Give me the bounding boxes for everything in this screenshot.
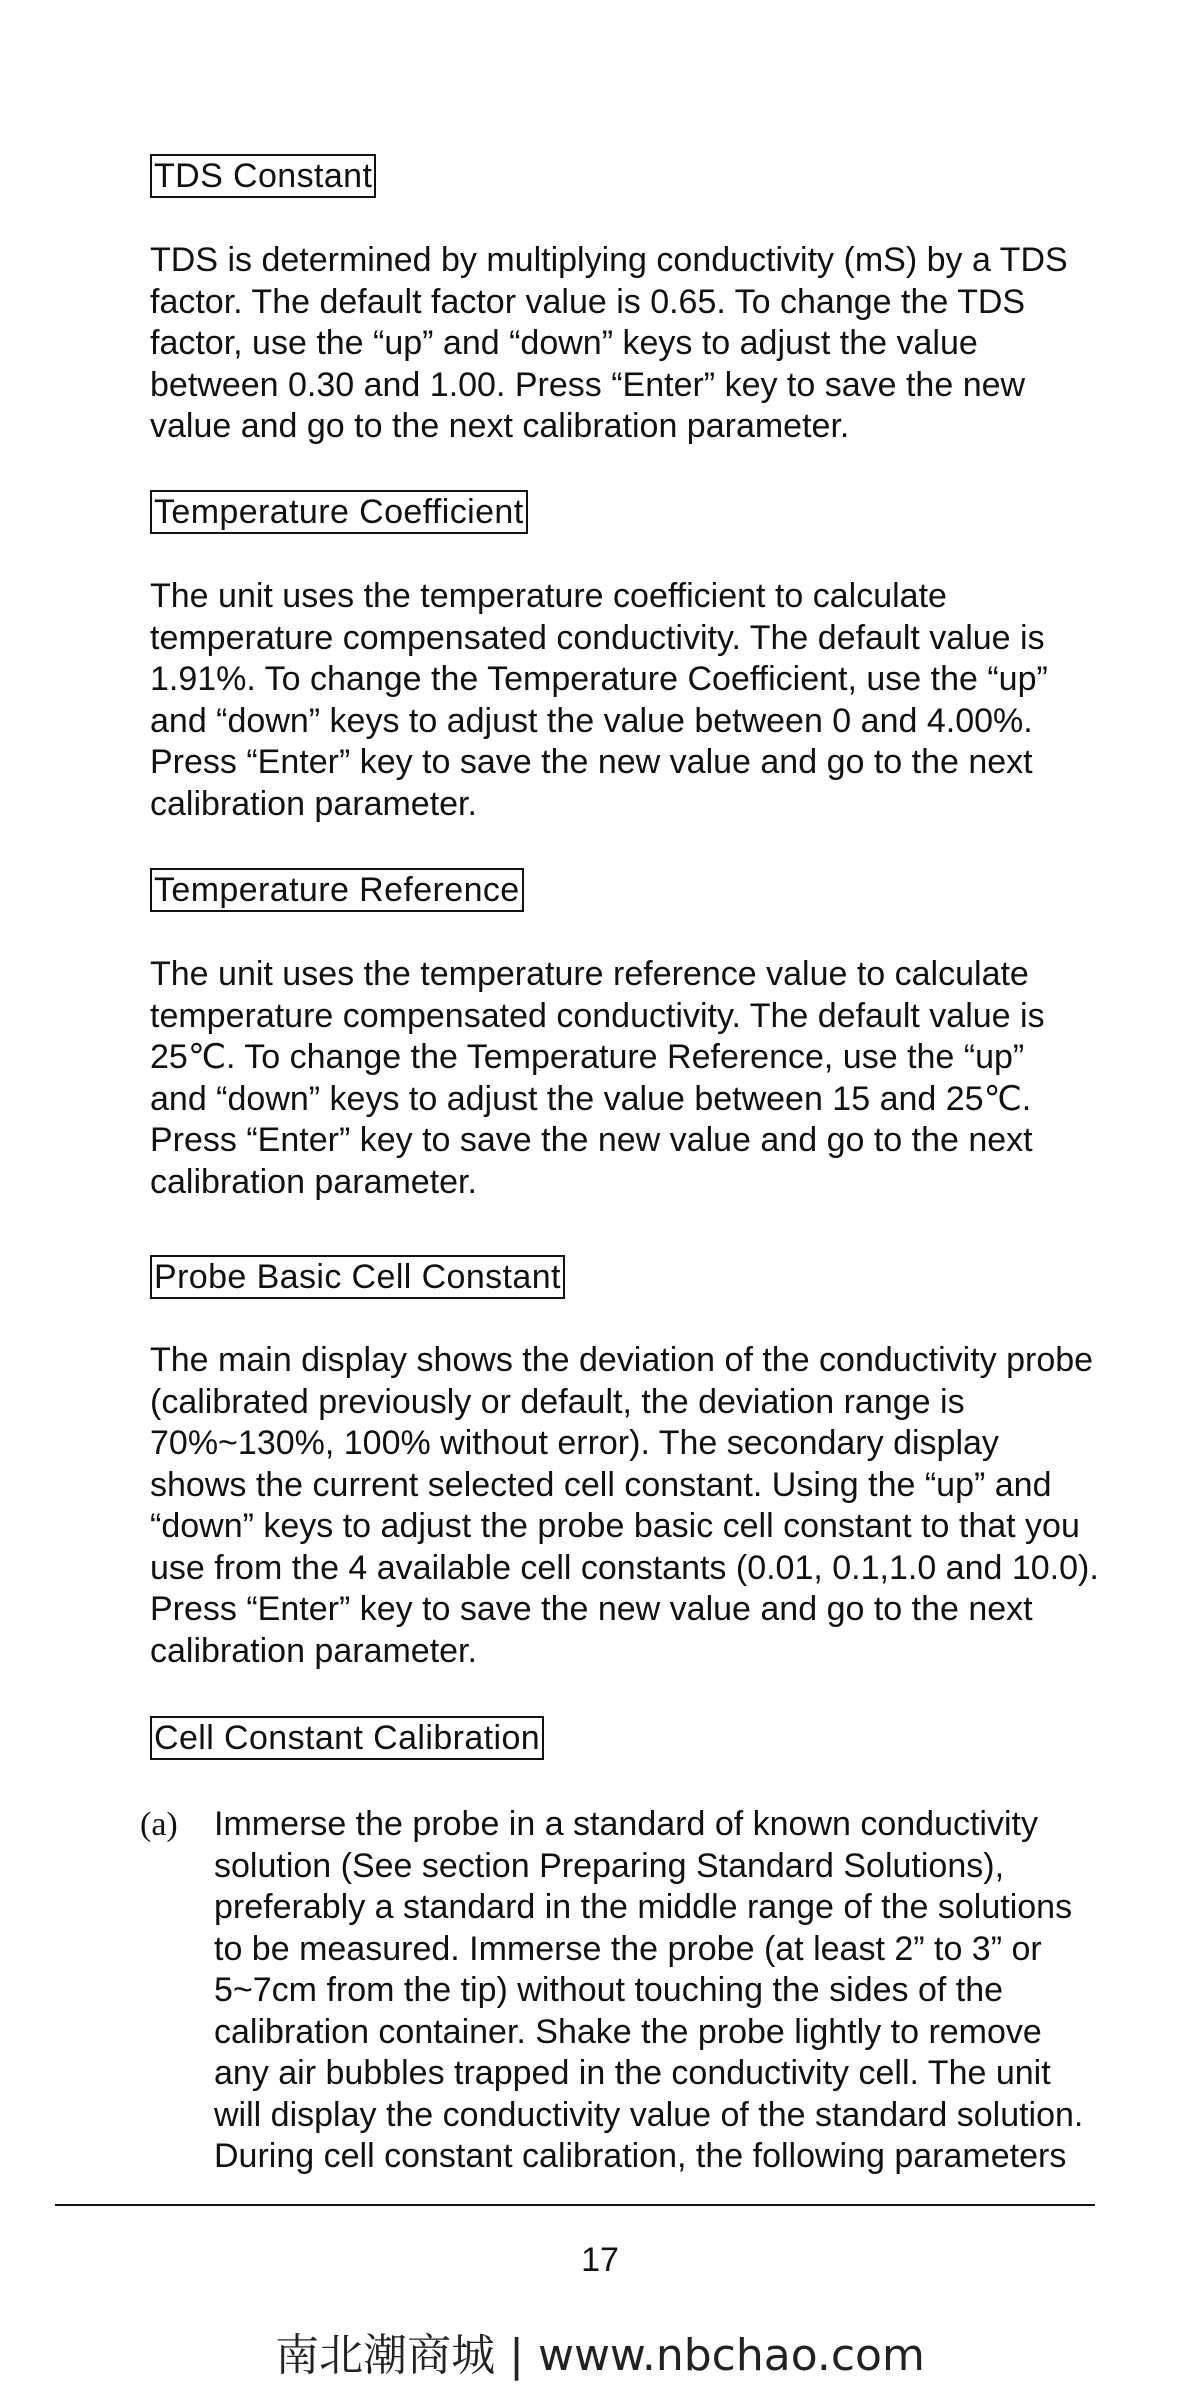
section-body-tds-constant <box>150 240 1160 448</box>
text-line: TDS is determined by multiplying conductivity (mS) by a TDS <box>150 241 1068 279</box>
text-line: Press “Enter” key to save the new value and go to the next <box>150 1590 1033 1628</box>
text-line: and “down” keys to adjust the value between 15 and 25℃. <box>150 1079 1032 1118</box>
text-line: factor, use the “up” and “down” keys to adjust the value <box>150 324 978 362</box>
section-body-temperature-coefficient <box>150 576 1160 825</box>
section-heading-cell-constant-calibration: Cell Constant Calibration <box>150 1716 544 1760</box>
text-line: “down” keys to adjust the probe basic cell constant to that you <box>150 1507 1080 1545</box>
section-heading-temperature-reference: Temperature Reference <box>150 868 524 912</box>
list-item-body <box>214 1804 1164 2178</box>
section-heading-temperature-coefficient: Temperature Coefficient <box>150 490 528 534</box>
footer-divider <box>55 2204 1095 2206</box>
page-number: 17 <box>581 2241 619 2279</box>
text-line: temperature compensated conductivity. The default value is <box>150 618 1045 657</box>
text-line: any air bubbles trapped in the conductivity cell. The unit <box>214 2054 1051 2092</box>
text-line: solution (See section Preparing Standard Solutions), <box>214 1846 1005 1885</box>
text-line: factor. The default factor value is 0.65. To change the TDS <box>150 282 1026 321</box>
text-line: temperature compensated conductivity. The default value is <box>150 996 1045 1035</box>
text-line: 25℃. To change the Temperature Reference, use the “up” <box>150 1038 1025 1076</box>
text-line: calibration parameter. <box>150 784 477 823</box>
text-line: shows the current selected cell constant. Using the “up” and <box>150 1465 1052 1504</box>
text-line: use from the 4 available cell constants (0.01, 0.1,1.0 and 10.0). <box>150 1548 1099 1587</box>
section-body-probe-basic-cell-constant <box>150 1340 1160 1672</box>
text-line: (calibrated previously or default, the deviation range is <box>150 1382 965 1421</box>
text-line: Press “Enter” key to save the new value and go to the next <box>150 1121 1033 1159</box>
text-line: preferably a standard in the middle range of the solutions <box>214 1888 1073 1926</box>
text-line: The unit uses the temperature reference value to calculate <box>150 955 1029 993</box>
list-marker: (a) <box>140 1806 178 1843</box>
text-line: between 0.30 and 1.00. Press “Enter” key to save the new <box>150 365 1026 404</box>
text-line: will display the conductivity value of the standard solution. <box>214 2095 1084 2134</box>
text-line: value and go to the next calibration parameter. <box>150 407 850 445</box>
section-heading-tds-constant: TDS Constant <box>150 154 376 198</box>
text-line: calibration parameter. <box>150 1162 477 1201</box>
text-line: Immerse the probe in a standard of known conductivity <box>214 1805 1038 1843</box>
section-body-temperature-reference <box>150 954 1160 1203</box>
text-line: During cell constant calibration, the following parameters <box>214 2137 1067 2175</box>
watermark-text: 南北潮商城 | www.nbchao.com <box>275 2330 925 2381</box>
text-line: to be measured. Immerse the probe (at least 2” to 3” or <box>214 1929 1042 1968</box>
text-line: 1.91%. To change the Temperature Coefficient, use the “up” <box>150 660 1048 698</box>
text-line: The main display shows the deviation of the conductivity probe <box>150 1341 1094 1379</box>
text-line: 5~7cm from the tip) without touching the sides of the <box>214 1971 1004 2009</box>
text-line: The unit uses the temperature coefficient to calculate <box>150 577 947 615</box>
section-heading-probe-basic-cell-constant: Probe Basic Cell Constant <box>150 1255 565 1299</box>
text-line: and “down” keys to adjust the value between 0 and 4.00%. <box>150 701 1033 740</box>
text-line: 70%~130%, 100% without error). The secondary display <box>150 1424 999 1462</box>
text-line: calibration parameter. <box>150 1631 477 1670</box>
text-line: Press “Enter” key to save the new value and go to the next <box>150 743 1033 781</box>
text-line: calibration container. Shake the probe lightly to remove <box>214 2012 1042 2051</box>
